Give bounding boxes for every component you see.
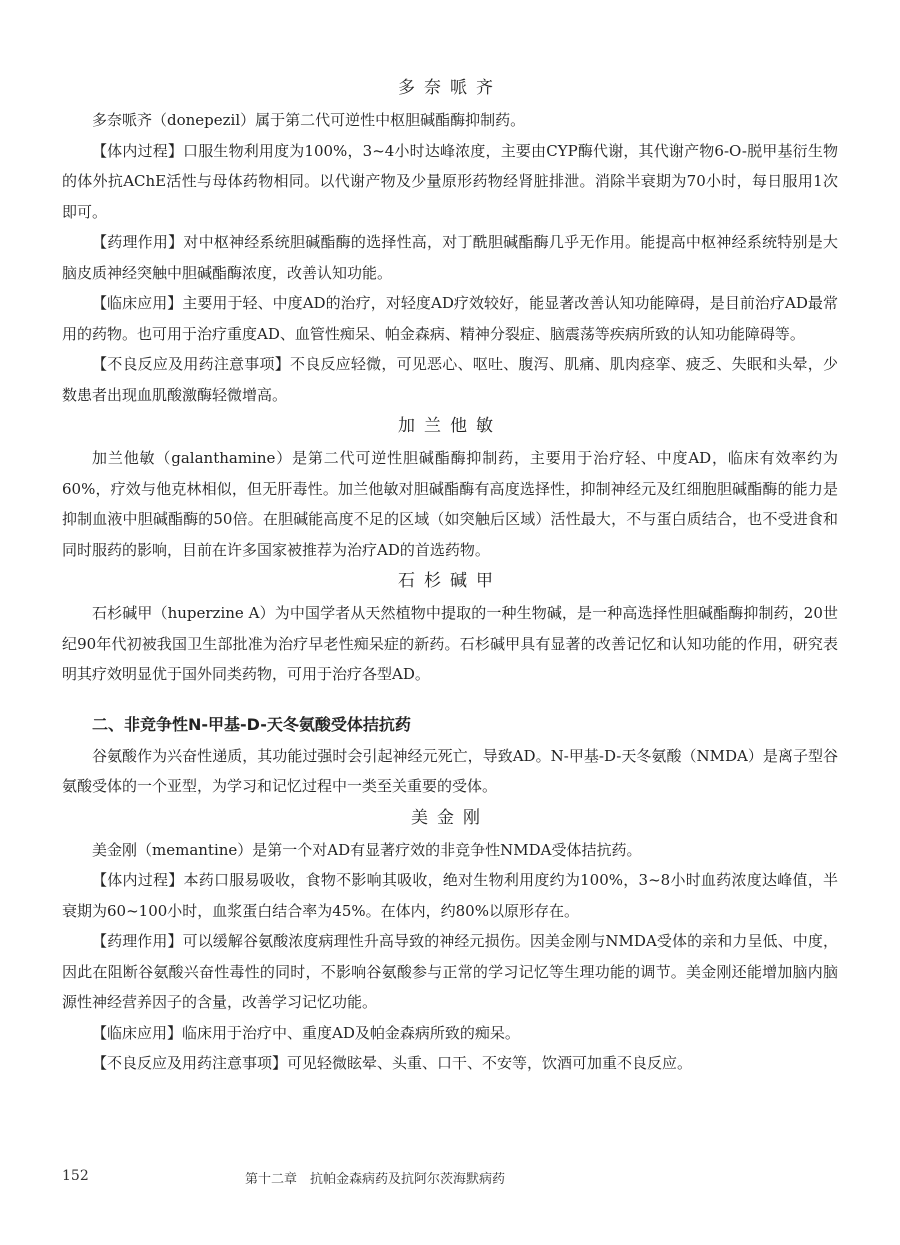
paragraph-label: 【不良反应及用药注意事项】 [92,1054,288,1072]
page-body [62,72,838,1079]
paragraph-label: 【药理作用】 [92,932,183,950]
paragraph [62,835,838,866]
paragraph [62,105,838,136]
section-title-donepezil: 多奈哌齐 [398,78,502,98]
paragraph-text: 临床用于治疗中、重度AD及帕金森病所致的痴呆。 [182,1023,520,1042]
paragraph [62,865,838,926]
paragraph [62,741,838,802]
paragraph [62,1018,838,1049]
paragraph-text: 主要用于轻、中度AD的治疗，对轻度AD疗效较好，能显著改善认知功能障碍，是目前治疗AD最常用的药物。也可用于治疗重度AD、血管性痴呆、帕金森病、精神分裂症、脑震荡等疾病所致的认知功能障碍等。 [62,294,838,343]
paragraph-text: 谷氨酸作为兴奋性递质，其功能过强时会引起神经元死亡，导致AD。N-甲基-D-天冬氨酸（NMDA）是离子型谷氨酸受体的一个亚型，为学习和记忆过程中一类至关重要的受体。 [62,746,838,795]
paragraph-text: 对中枢神经系统胆碱酯酶的选择性高，对丁酰胆碱酯酶几乎无作用。能提高中枢神经系统特别是大脑皮质神经突触中胆碱酯酶浓度，改善认知功能。 [62,233,838,282]
running-head: 第十二章 抗帕金森病药及抗阿尔茨海默病药 [245,1172,506,1187]
paragraph-text: 不良反应轻微，可见恶心、呕吐、腹泻、肌痛、肌肉痉挛、疲乏、失眠和头晕，少数患者出现血肌酸激酶轻微增高。 [62,355,838,404]
paragraph [62,349,838,410]
paragraph-label: 【临床应用】 [92,1023,183,1042]
section-title-memantine: 美金刚 [411,807,489,828]
paragraph-text: 口服生物利用度为100%，3~4小时达峰浓度，主要由CYP酶代谢，其代谢产物6-O-脱甲基衍生物的体外抗AChE活性与母体药物相同。以代谢产物及少量原形药物经肾脏排泄。消除半衰期为70小时，每日服用1次即可。 [62,141,838,221]
paragraph [62,136,838,228]
paragraph-label: 【临床应用】 [92,294,183,312]
paragraph-text: 多奈哌齐（donepezil）属于第二代可逆性中枢胆碱酯酶抑制药。 [92,111,526,129]
paragraph [62,1048,838,1079]
page-number: 152 [62,1168,89,1184]
paragraph-text: 加兰他敏（galanthamine）是第二代可逆性胆碱酯酶抑制药，主要用于治疗轻、中度AD，临床有效率约为60%，疗效与他克林相似，但无肝毒性。加兰他敏对胆碱酯酶有高度选择性，抑制神经元及红细胞胆碱酯酶的能力是抑制血液中胆碱酯酶的50倍。在胆碱能高度不足的区域（如突触后区域）活性最大，不与蛋白质结合，也不受进食和同时服药的影响，目前在许多国家被推荐为治疗AD的首选药物。 [62,449,838,559]
paragraph [62,926,838,1018]
paragraph-text: 可以缓解谷氨酸浓度病理性升高导致的神经元损伤。因美金刚与NMDA受体的亲和力呈低、中度，因此在阻断谷氨酸兴奋性毒性的同时，不影响谷氨酸参与正常的学习记忆等生理功能的调节。美金刚还能增加脑内脑源性神经营养因子的含量，改善学习记忆功能。 [62,932,838,1011]
paragraph [62,598,838,690]
paragraph-text: 本药口服易吸收，食物不影响其吸收，绝对生物利用度约为100%，3~8小时血药浓度达峰值，半衰期为60~100小时，血浆蛋白结合率为45%。在体内，约80%以原形存在。 [62,871,838,920]
paragraph-text: 石杉碱甲（huperzine A）为中国学者从天然植物中提取的一种生物碱，是一种高选择性胆碱酯酶抑制药，20世纪90年代初被我国卫生部批准为治疗早老性痴呆症的新药。石杉碱甲具有显著的改善记忆和认知功能的作用，研究表明其疗效明显优于国外同类药物，可用于治疗各型AD。 [62,604,838,683]
section-title-galanthamine: 加兰他敏 [398,416,502,436]
paragraph-text: 可见轻微眩晕、头重、口干、不安等，饮酒可加重不良反应。 [287,1054,693,1072]
section-heading-nmda: 二、非竞争性N-甲基-D-天冬氨酸受体拮抗药 [92,714,411,734]
paragraph [62,288,838,349]
paragraph-label: 【药理作用】 [92,233,184,251]
paragraph [62,227,838,288]
section-title-huperzine: 石杉碱甲 [398,571,502,591]
paragraph-label: 【体内过程】 [92,871,184,889]
paragraph [62,443,838,565]
paragraph-label: 【体内过程】 [92,141,184,160]
paragraph-text: 美金刚（memantine）是第一个对AD有显著疗效的非竞争性NMDA受体拮抗药。 [92,840,642,859]
paragraph-label: 【不良反应及用药注意事项】 [92,355,290,373]
